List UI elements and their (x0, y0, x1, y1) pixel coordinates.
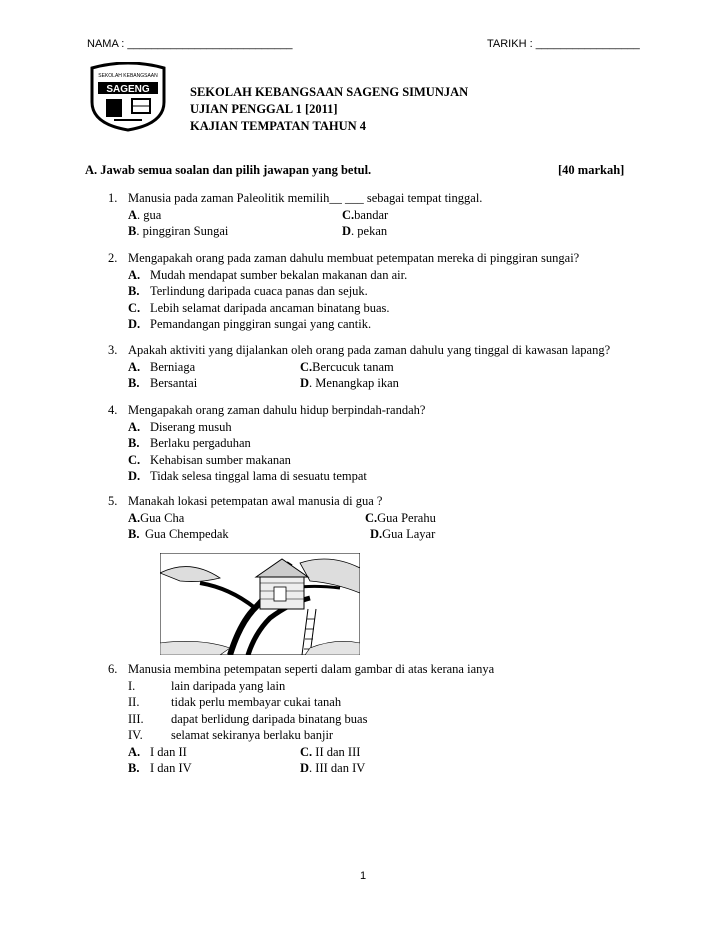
option-d[interactable]: D. Menangkap ikan (300, 376, 399, 390)
question-text: Manusia membina petempatan seperti dalam gambar di atas kerana ianya (128, 662, 495, 676)
option-b[interactable]: B. Gua Chempedak (128, 527, 229, 541)
option-d[interactable]: D. Tidak selesa tinggal lama di sesuatu tempat (128, 469, 367, 483)
question-number: 5. (108, 494, 118, 508)
question-number: 2. (108, 251, 118, 265)
treehouse-illustration (160, 553, 360, 655)
section-title: A. Jawab semua soalan dan pilih jawapan yang betul. (85, 163, 372, 177)
question-number: 4. (108, 403, 118, 417)
option-d[interactable]: D.Gua Layar (370, 527, 436, 541)
option-a[interactable]: A.Gua Cha (128, 510, 185, 525)
statement-3: III. dapat berlidung daripada binatang buas (128, 711, 368, 726)
date-field-label: TARIKH : _________________ (487, 38, 640, 50)
logo-text-top: SEKOLAH KEBANGSAAN (98, 73, 158, 79)
logo-text-main: SAGENG (106, 84, 150, 95)
question-text: Apakah aktiviti yang dijalankan oleh orang pada zaman dahulu yang tinggal di kawasan lapang? (128, 343, 611, 357)
school-logo (88, 62, 168, 132)
option-c[interactable]: C.Bercucuk tanam (300, 359, 394, 374)
option-c[interactable]: C.bandar (342, 207, 389, 222)
section-marks: [40 markah] (558, 163, 625, 177)
question-number: 6. (108, 662, 118, 676)
option-a[interactable]: A. Diserang musuh (128, 419, 232, 434)
statement-2: II. tidak perlu membayar cukai tanah (128, 695, 342, 709)
option-d[interactable]: D. III dan IV (300, 761, 366, 775)
option-d[interactable]: D. Pemandangan pinggiran sungai yang cantik. (128, 317, 372, 331)
subject-name: KAJIAN TEMPATAN TAHUN 4 (190, 119, 367, 133)
option-a[interactable]: A. Mudah mendapat sumber bekalan makanan dan air. (128, 267, 408, 282)
option-a[interactable]: A. Berniaga (128, 359, 196, 374)
option-b[interactable]: B. pinggiran Sungai (128, 224, 229, 238)
statement-4: IV. selamat sekiranya berlaku banjir (128, 728, 334, 742)
option-d[interactable]: D. pekan (342, 224, 388, 238)
question-text: Mengapakah orang zaman dahulu hidup berpindah-randah? (128, 403, 426, 417)
question-number: 3. (108, 343, 118, 357)
option-c[interactable]: C. Kehabisan sumber makanan (128, 452, 291, 467)
question-number: 1. (108, 191, 118, 205)
question-text: Mengapakah orang pada zaman dahulu membuat petempatan mereka di pinggiran sungai? (128, 251, 580, 265)
option-c[interactable]: C. Lebih selamat daripada ancaman binatang buas. (128, 300, 390, 315)
exam-name: UJIAN PENGGAL 1 [2011] (190, 102, 338, 116)
name-field-label: NAMA : ___________________________ (87, 38, 293, 50)
question-text: Manakah lokasi petempatan awal manusia di gua ? (128, 494, 383, 508)
option-c[interactable]: C.Gua Perahu (365, 510, 436, 525)
page-number: 1 (360, 870, 367, 882)
question-text: Manusia pada zaman Paleolitik memilih__ ___ sebagai tempat tinggal. (128, 191, 483, 205)
option-a[interactable]: A. gua (128, 207, 162, 222)
school-name: SEKOLAH KEBANGSAAN SAGENG SIMUNJAN (190, 85, 469, 99)
option-b[interactable]: B. I dan IV (128, 761, 192, 775)
option-b[interactable]: B. Berlaku pergaduhan (128, 436, 251, 450)
school-header (190, 84, 468, 135)
option-b[interactable]: B. Terlindung daripada cuaca panas dan sejuk. (128, 284, 368, 298)
option-c[interactable]: C. II dan III (300, 744, 361, 759)
statement-1: I. lain daripada yang lain (128, 678, 286, 693)
option-b[interactable]: B. Bersantai (128, 376, 198, 390)
option-a[interactable]: A. I dan II (128, 744, 187, 759)
